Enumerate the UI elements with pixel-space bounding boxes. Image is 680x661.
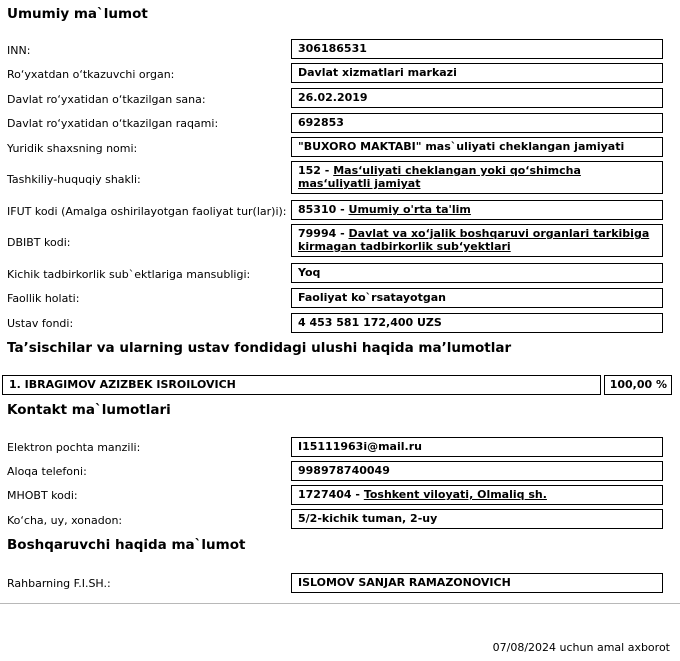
label-phone: Aloqa telefoni: [7,465,87,478]
founder-name: 1. IBRAGIMOV AZIZBEK ISROILOVICH [2,375,601,395]
label-status: Faollik holati: [7,292,80,305]
value-dbibt: 79994 - Davlat va xo‘jalik boshqaruvi organlari tarkibiga kirmagan tadbirkorlik sub‘yektlari [291,224,663,257]
label-reg-organ: Ro‘yxatdan o‘tkazuvchi organ: [7,68,175,81]
mhobt-code: 1727404 [298,488,352,501]
value-email: I15111963i@mail.ru [291,437,663,457]
label-ifut: IFUT kodi (Amalga oshirilayotgan faoliyat tur(lar)i): [7,205,287,218]
label-small-business: Kichik tadbirkorlik sub`ektlariga mansubligi: [7,268,251,281]
dbibt-code: 79994 [298,227,337,240]
label-legal-name: Yuridik shaxsning nomi: [7,142,138,155]
value-reg-number: 692853 [291,113,663,133]
section-title-general: Umumiy ma`lumot [7,6,148,22]
value-legal-name: "BUXORO MAKTABI" mas`uliyati cheklangan jamiyati [291,137,663,157]
label-charter-fund: Ustav fondi: [7,317,74,330]
value-reg-date: 26.02.2019 [291,88,663,108]
label-mhobt: MHOBT kodi: [7,489,78,502]
legal-form-code: 152 [298,164,321,177]
legal-form-link[interactable]: Mas‘uliyati cheklangan yoki qo‘shimcha mas‘uliyatli jamiyat [298,164,581,190]
footer-note: 07/08/2024 uchun amal axborot [492,641,670,654]
value-status: Faoliyat ko`rsatayotgan [291,288,663,308]
footer-divider [0,603,680,604]
value-reg-organ: Davlat xizmatlari markazi [291,63,663,83]
label-inn: INN: [7,44,31,57]
label-reg-number: Davlat ro‘yxatidan o‘tkazilgan raqami: [7,117,219,130]
label-address: Ko‘cha, uy, xonadon: [7,514,123,527]
value-address: 5/2-kichik tuman, 2-uy [291,509,663,529]
label-manager-name: Rahbarning F.I.SH.: [7,577,111,590]
value-phone: 998978740049 [291,461,663,481]
value-mhobt: 1727404 - Toshkent viloyati, Olmaliq sh. [291,485,663,505]
label-legal-form: Tashkiliy-huquqiy shakli: [7,173,141,186]
value-manager-name: ISLOMOV SANJAR RAMAZONOVICH [291,573,663,593]
section-title-manager: Boshqaruvchi haqida ma`lumot [7,537,246,553]
section-title-founders: Ta’sischilar va ularning ustav fondidagi ulushi haqida ma’lumotlar [7,340,512,356]
value-charter-fund: 4 453 581 172,400 UZS [291,313,663,333]
label-reg-date: Davlat ro‘yxatidan o‘tkazilgan sana: [7,93,206,106]
value-legal-form: 152 - Mas‘uliyati cheklangan yoki qo‘shimcha mas‘uliyatli jamiyat [291,161,663,194]
value-inn: 306186531 [291,39,663,59]
ifut-link[interactable]: Umumiy o'rta ta'lim [348,203,471,216]
value-ifut: 85310 - Umumiy o'rta ta'lim [291,200,663,220]
ifut-code: 85310 [298,203,337,216]
founder-share: 100,00 % [604,375,672,395]
mhobt-link[interactable]: Toshkent viloyati, Olmaliq sh. [363,488,547,501]
section-title-contacts: Kontakt ma`lumotlari [7,402,171,418]
value-small-business: Yoq [291,263,663,283]
label-email: Elektron pochta manzili: [7,441,141,454]
label-dbibt: DBIBT kodi: [7,236,71,249]
dbibt-link[interactable]: Davlat va xo‘jalik boshqaruvi organlari tarkibiga kirmagan tadbirkorlik sub‘yektlari [298,227,650,253]
